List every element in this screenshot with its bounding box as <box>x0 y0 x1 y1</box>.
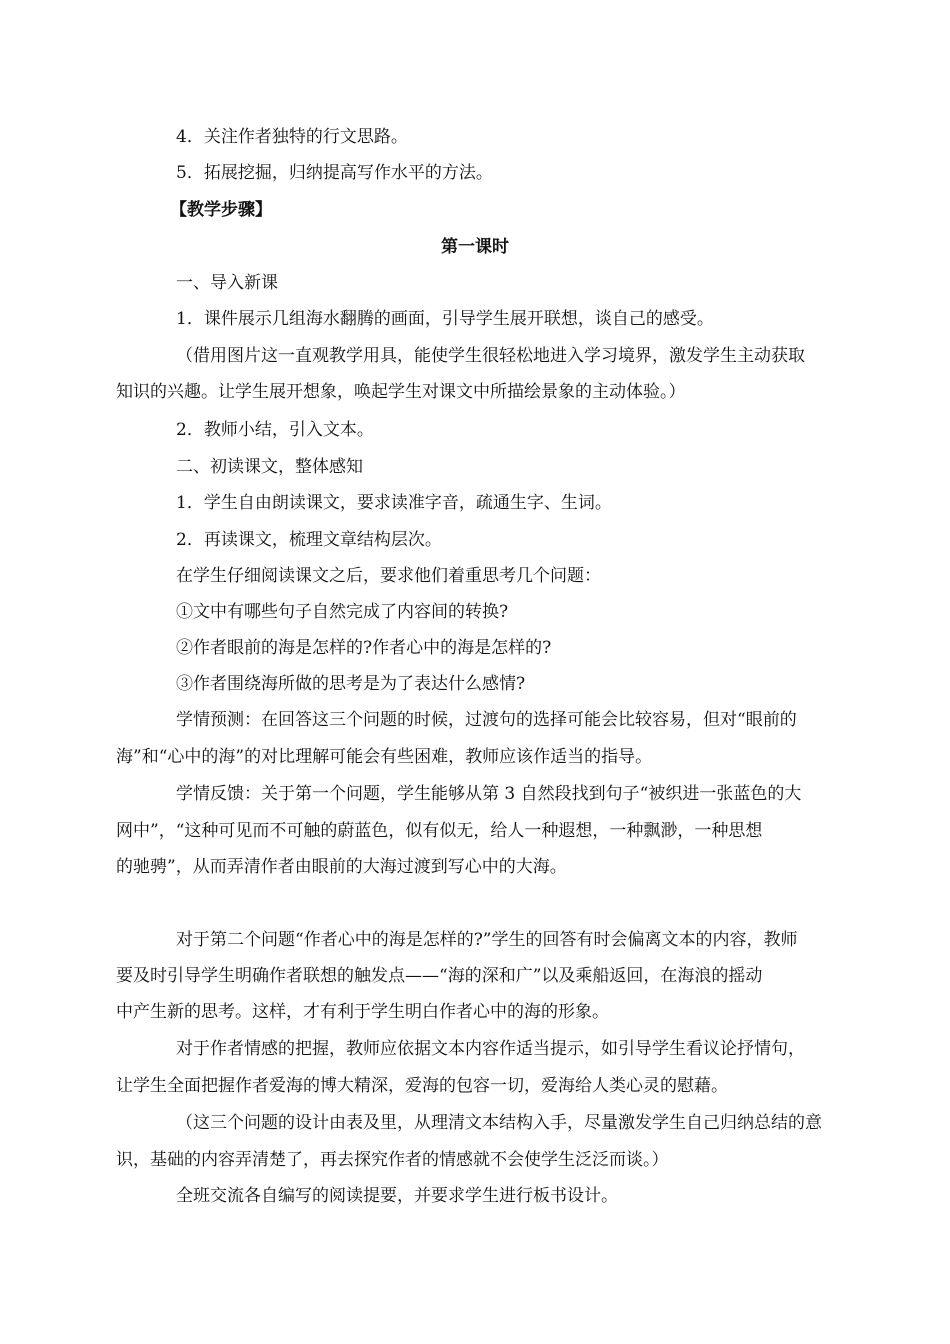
question-1: ①文中有哪些句子自然完成了内容间的转换? <box>176 602 509 622</box>
part1-item2: 2．教师小结，引入文本。 <box>176 420 374 440</box>
prediction-line2: 海”和“心中的海”的对比理解可能会有些困难，教师应该作适当的指导。 <box>116 747 653 767</box>
part2-item1: 1．学生自由朗读课文，要求读准字音，疏通生字、生词。 <box>176 493 612 513</box>
part-heading-intro: 一、导入新课 <box>176 273 278 293</box>
q2-guidance-line1: 对于第二个问题“作者心中的海是怎样的?”学生的回答有时会偏离文本的内容，教师 <box>176 930 798 950</box>
part1-item1: 1．课件展示几组海水翻腾的画面，引导学生展开联想，谈自己的感受。 <box>176 309 714 329</box>
question-3: ③作者围绕海所做的思考是为了表达什么感情? <box>176 674 526 694</box>
question-2: ②作者眼前的海是怎样的?作者心中的海是怎样的? <box>176 638 552 658</box>
class-exchange: 全班交流各自编写的阅读提要，并要求学生进行板书设计。 <box>176 1186 618 1206</box>
design-note-line1: （这三个问题的设计由表及里，从理清文本结构入手，尽量激发学生自己归纳总结的意 <box>176 1113 822 1133</box>
emotion-line2: 让学生全面把握作者爱海的博大精深，爱海的包容一切，爱海给人类心灵的慰藉。 <box>116 1076 728 1096</box>
lesson-title: 第一课时 <box>441 237 509 257</box>
section-heading-teaching-steps: 【教学步骤】 <box>170 200 272 220</box>
emotion-line1: 对于作者情感的把握，教师应依据文本内容作适当提示，如引导学生看议论抒情句， <box>176 1039 805 1059</box>
q2-guidance-line3: 中产生新的思考。这样，才有利于学生明白作者心中的海的形象。 <box>116 1002 609 1022</box>
part2-item2: 2．再读课文，梳理文章结构层次。 <box>176 530 442 550</box>
objective-4: 4．关注作者独特的行文思路。 <box>176 127 408 147</box>
part2-questions-intro: 在学生仔细阅读课文之后，要求他们着重思考几个问题： <box>176 566 601 586</box>
feedback-line3: 的驰骋”，从而弄清作者由眼前的大海过渡到写心中的大海。 <box>116 857 567 877</box>
q2-guidance-line2: 要及时引导学生明确作者联想的触发点——“海的深和广”以及乘船返回，在海浪的摇动 <box>116 966 763 986</box>
part-heading-first-reading: 二、初读课文，整体感知 <box>176 457 363 477</box>
part1-note-line1: （借用图片这一直观教学用具，能使学生很轻松地进入学习境界，激发学生主动获取 <box>176 346 805 366</box>
objective-5: 5．拓展挖掘，归纳提高写作水平的方法。 <box>176 163 493 183</box>
feedback-line2: 网中”，“这种可见而不可触的蔚蓝色，似有似无，给人一种遐想，一种飘渺，一种思想 <box>116 821 763 841</box>
prediction-line1: 学情预测：在回答这三个问题的时候，过渡句的选择可能会比较容易，但对“眼前的 <box>176 710 797 730</box>
feedback-line1: 学情反馈：关于第一个问题，学生能够从第 3 自然段找到句子“被织进一张蓝色的大 <box>176 784 802 804</box>
part1-note-line2: 知识的兴趣。让学生展开想象，唤起学生对课文中所描绘景象的主动体验。） <box>116 382 686 402</box>
design-note-line2: 识，基础的内容弄清楚了，再去探究作者的情感就不会使学生泛泛而谈。） <box>116 1150 669 1170</box>
